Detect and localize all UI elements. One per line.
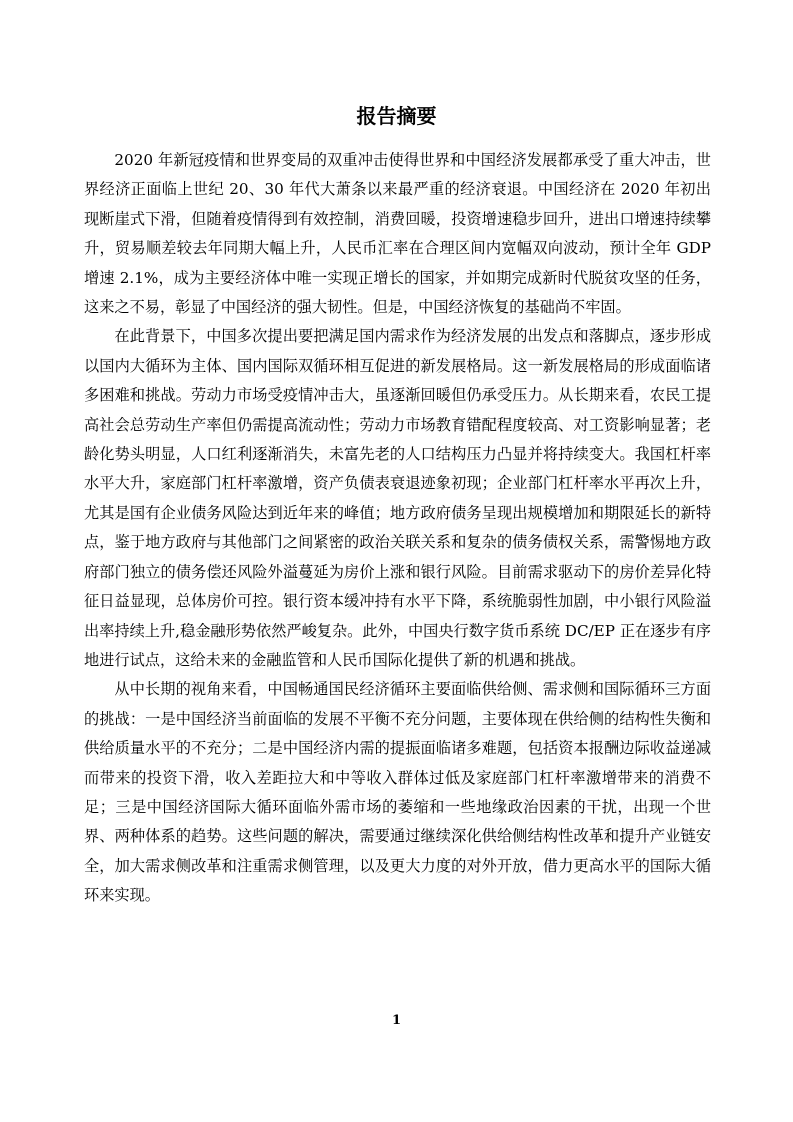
paragraph-1: 2020 年新冠疫情和世界变局的双重冲击使得世界和中国经济发展都承受了重大冲击，世界经济正面临上世纪 20、30 年代大萧条以来最严重的经济衰退。中国经济在 2020 年初出现断崖式下滑，但随着疫情得到有效控制，消费回暖，投资增速稳步回升，进出口增速持续攀升，贸易顺差较去年同期大幅上升，人民币汇率在合理区间内宽幅双向波动，预计全年 GDP 增速 2.1%，成为主要经济体中唯一实现正增长的国家，并如期完成新时代脱贫攻坚的任务，这来之不易，彰显了中国经济的强大韧性。但是，中国经济恢复的基础尚不牢固。: [84, 151, 711, 317]
paragraph-3: 从中长期的视角来看，中国畅通国民经济循环主要面临供给侧、需求侧和国际循环三方面的挑战：一是中国经济当前面临的发展不平衡不充分问题，主要体现在供给侧的结构性失衡和供给质量水平的不充分；二是中国经济内需的提振面临诸多难题，包括资本报酬边际收益递减而带来的投资下滑，收入差距拉大和中等收入群体过低及家庭部门杠杆率激增带来的消费不足；三是中国经济国际大循环面临外需市场的萎缩和一些地缘政治因素的干扰，出现一个世界、两种体系的趋势。这些问题的解决，需要通过继续深化供给侧结构性改革和提升产业链安全，加大需求侧改革和注重需求侧管理，以及更大力度的对外开放，借力更高水平的国际大循环来实现。: [84, 680, 711, 905]
report-summary-body: [84, 146, 711, 911]
page-number: 1: [391, 1013, 402, 1028]
page-title: 报告摘要: [356, 104, 437, 128]
paragraph-2: 在此背景下，中国多次提出要把满足国内需求作为经济发展的出发点和落脚点，逐步形成以国内大循环为主体、国内国际双循环相互促进的新发展格局。这一新发展格局的形成面临诸多困难和挑战。劳动力市场受疫情冲击大，虽逐渐回暖但仍承受压力。从长期来看，农民工提高社会总劳动生产率但仍需提高流动性；劳动力市场教育错配程度较高、对工资影响显著；老龄化势头明显，人口红利逐渐消失，未富先老的人口结构压力凸显并将持续变大。我国杠杆率水平大升，家庭部门杠杆率激增，资产负债表衰退迹象初现；企业部门杠杆率水平再次上升，尤其是国有企业债务风险达到近年来的峰值；地方政府债务呈现出规模增加和期限延长的新特点，鉴于地方政府与其他部门之间紧密的政治关联关系和复杂的债务债权关系，需警惕地方政府部门独立的债务偿还风险外溢蔓延为房价上涨和银行风险。目前需求驱动下的房价差异化特征日益显现，总体房价可控。银行资本缓冲持有水平下降，系统脆弱性加剧，中小银行风险溢出率持续上升,稳金融形势依然严峻复杂。此外，中国央行数字货币系统 DC/EP 正在逐步有序地进行试点，这给未来的金融监管和人民币国际化提供了新的机遇和挑战。: [84, 327, 711, 669]
